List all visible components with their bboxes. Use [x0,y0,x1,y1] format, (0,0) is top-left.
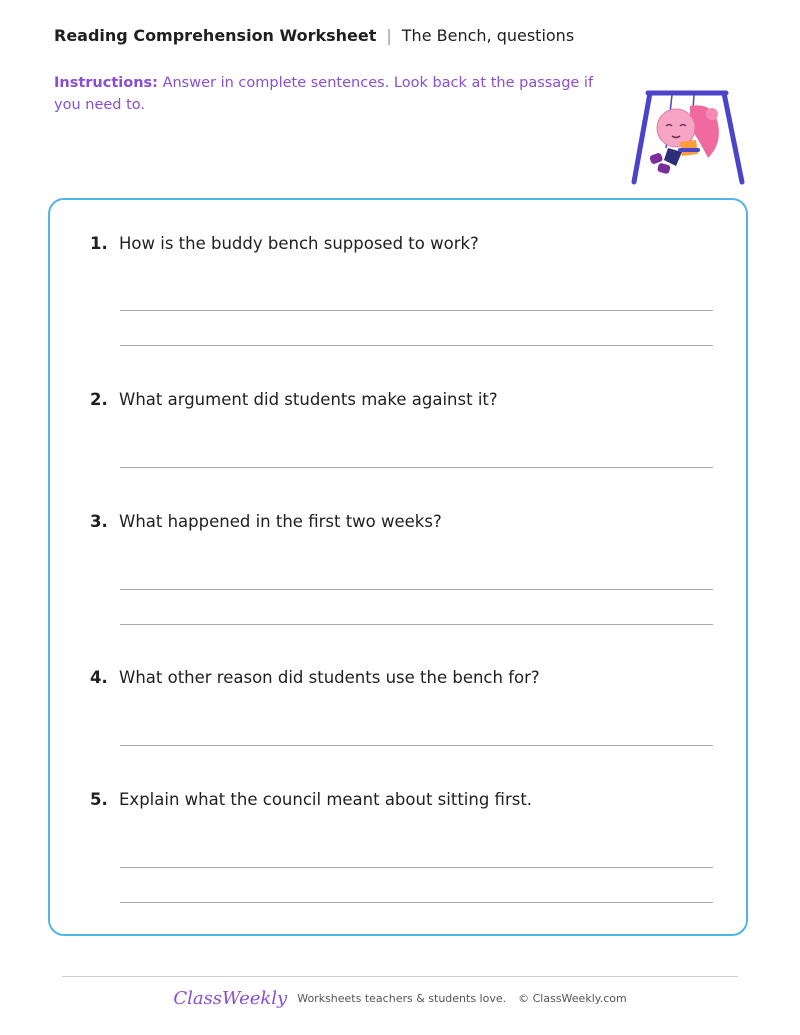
header-separator: | [386,26,392,45]
answer-line[interactable] [120,624,713,625]
question-number: 2. [90,390,108,409]
footer-copyright: © ClassWeekly.com [518,992,627,1005]
question-text: What other reason did students use the bench for? [119,668,540,687]
girl-on-swing-illustration [628,88,746,186]
footer [0,988,800,1009]
answer-line[interactable] [120,902,713,903]
question-text: What argument did students make against it? [119,390,498,409]
question-3 [90,512,690,531]
question-text: How is the buddy bench supposed to work? [119,234,479,253]
question-2 [90,390,690,409]
footer-tagline: Worksheets teachers & students love. [297,992,507,1005]
question-number: 4. [90,668,108,687]
question-4 [90,668,690,687]
instructions-lead: Instructions: [54,75,158,91]
instructions-text: Answer in complete sentences. Look back at the passage if you need to. [54,75,594,113]
question-5 [90,790,690,809]
question-number: 3. [90,512,108,531]
worksheet-header [54,26,574,45]
question-text: Explain what the council meant about sitting first. [119,790,533,809]
footer-divider [62,976,738,977]
answer-line[interactable] [120,467,713,468]
answer-line[interactable] [120,345,713,346]
brand-logo: ClassWeekly [173,988,288,1009]
answer-line[interactable] [120,867,713,868]
instructions [54,72,594,116]
answer-line[interactable] [120,310,713,311]
worksheet-subtitle: The Bench, questions [401,26,575,45]
questions-card [48,198,748,936]
worksheet-title: Reading Comprehension Worksheet [54,26,377,45]
answer-line[interactable] [120,589,713,590]
question-text: What happened in the first two weeks? [119,512,442,531]
question-number: 5. [90,790,108,809]
question-1 [90,234,690,253]
answer-line[interactable] [120,745,713,746]
question-number: 1. [90,234,108,253]
